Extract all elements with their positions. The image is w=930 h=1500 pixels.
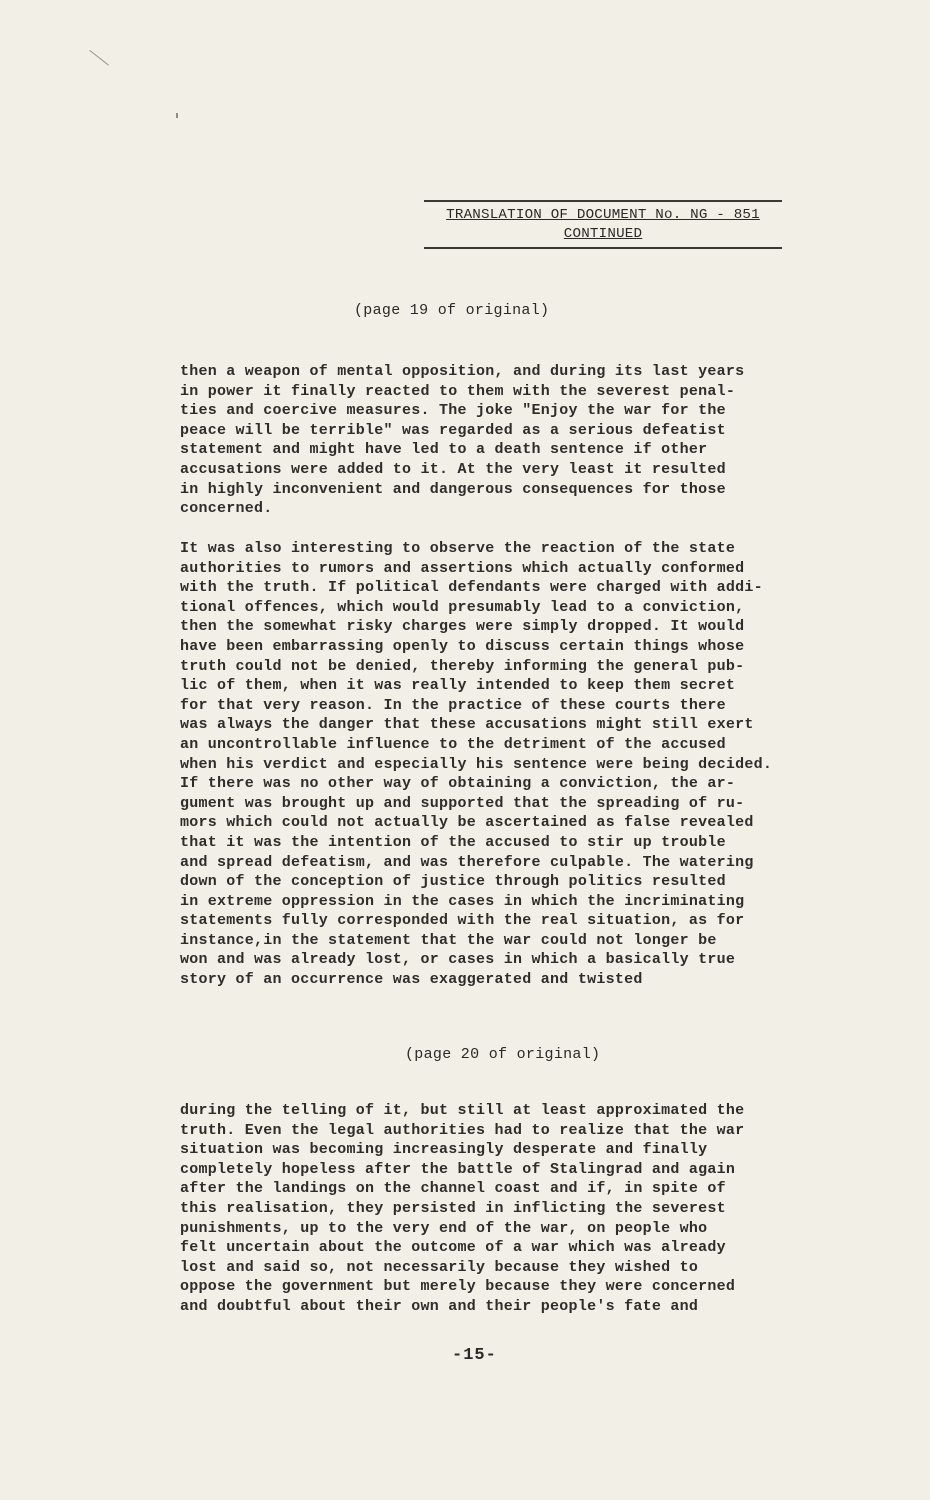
text-line: then the somewhat risky charges were simply dropped. It would [180, 618, 745, 636]
stray-dot-mark [176, 113, 178, 118]
text-line: truth could not be denied, thereby informing the general pub- [180, 657, 745, 675]
text-line: down of the conception of justice through politics resulted [180, 873, 726, 891]
heading-title: TRANSLATION OF DOCUMENT No. NG - 851 [446, 207, 760, 223]
text-line: with the truth. If political defendants were charged with addi- [180, 579, 763, 597]
paragraph [180, 539, 800, 990]
text-line: statement and might have led to a death sentence if other [180, 441, 708, 459]
text-line: story of an occurrence was exaggerated and twisted [180, 971, 643, 989]
text-line: and doubtful about their own and their people's fate and [180, 1297, 699, 1315]
paragraph [180, 362, 800, 519]
text-line: in power it finally reacted to them with the severest penal- [180, 382, 736, 400]
text-line: completely hopeless after the battle of Stalingrad and again [180, 1160, 736, 1178]
heading-continued: CONTINUED [563, 226, 643, 242]
text-line: in highly inconvenient and dangerous consequences for those [180, 480, 726, 498]
text-line: If there was no other way of obtaining a conviction, the ar- [180, 775, 736, 793]
text-line: in extreme oppression in the cases in which the incriminating [180, 892, 745, 910]
text-line: was always the danger that these accusations might still exert [180, 716, 754, 734]
text-line: and spread defeatism, and was therefore culpable. The watering [180, 853, 754, 871]
text-line: It was also interesting to observe the reaction of the state [180, 540, 736, 557]
text-line: lic of them, when it was really intended to keep them secret [180, 677, 736, 695]
text-line: accusations were added to it. At the very least it resulted [180, 460, 726, 478]
text-line: after the landings on the channel coast and if, in spite of [180, 1180, 726, 1198]
text-line: instance,in the statement that the war could not longer be [180, 931, 717, 949]
original-page-ref-20: (page 20 of original) [405, 1046, 601, 1063]
text-line: have been embarrassing openly to discuss certain things whose [180, 637, 745, 655]
text-line: mors which could not actually be ascertained as false revealed [180, 814, 754, 832]
text-line: tional offences, which would presumably lead to a conviction, [180, 598, 745, 616]
text-line: gument was brought up and supported that the spreading of ru- [180, 794, 745, 812]
text-line: during the telling of it, but still at least approximated the [180, 1102, 745, 1119]
text-line: situation was becoming increasingly desperate and finally [180, 1141, 708, 1159]
header-rule-bottom [424, 247, 782, 249]
original-page-ref-19: (page 19 of original) [354, 302, 550, 319]
text-line: that it was the intention of the accused to stir up trouble [180, 833, 726, 851]
document-heading [424, 206, 782, 244]
text-line: concerned. [180, 500, 273, 518]
text-line: when his verdict and especially his sentence were being decided. [180, 755, 773, 773]
text-line: punishments, up to the very end of the war, on people who [180, 1219, 708, 1237]
text-line: truth. Even the legal authorities had to realize that the war [180, 1121, 745, 1139]
text-line: for that very reason. In the practice of these courts there [180, 696, 726, 714]
text-line: won and was already lost, or cases in which a basically true [180, 951, 736, 969]
text-line: peace will be terrible" was regarded as a serious defeatist [180, 421, 726, 439]
page-number: -15- [452, 1346, 497, 1365]
header-rule-top [424, 200, 782, 202]
text-line: oppose the government but merely because they were concerned [180, 1278, 736, 1296]
text-line: statements fully corresponded with the real situation, as for [180, 912, 745, 930]
stray-pencil-mark [89, 50, 109, 66]
text-line: ties and coercive measures. The joke "Enjoy the war for the [180, 402, 726, 420]
text-line: then a weapon of mental opposition, and during its last years [180, 363, 745, 380]
paragraph [180, 1101, 800, 1317]
text-line: this realisation, they persisted in inflicting the severest [180, 1199, 726, 1217]
text-line: authorities to rumors and assertions which actually conformed [180, 559, 745, 577]
text-line: an uncontrollable influence to the detriment of the accused [180, 735, 726, 753]
text-line: lost and said so, not necessarily because they wished to [180, 1258, 699, 1276]
text-line: felt uncertain about the outcome of a war which was already [180, 1239, 726, 1257]
